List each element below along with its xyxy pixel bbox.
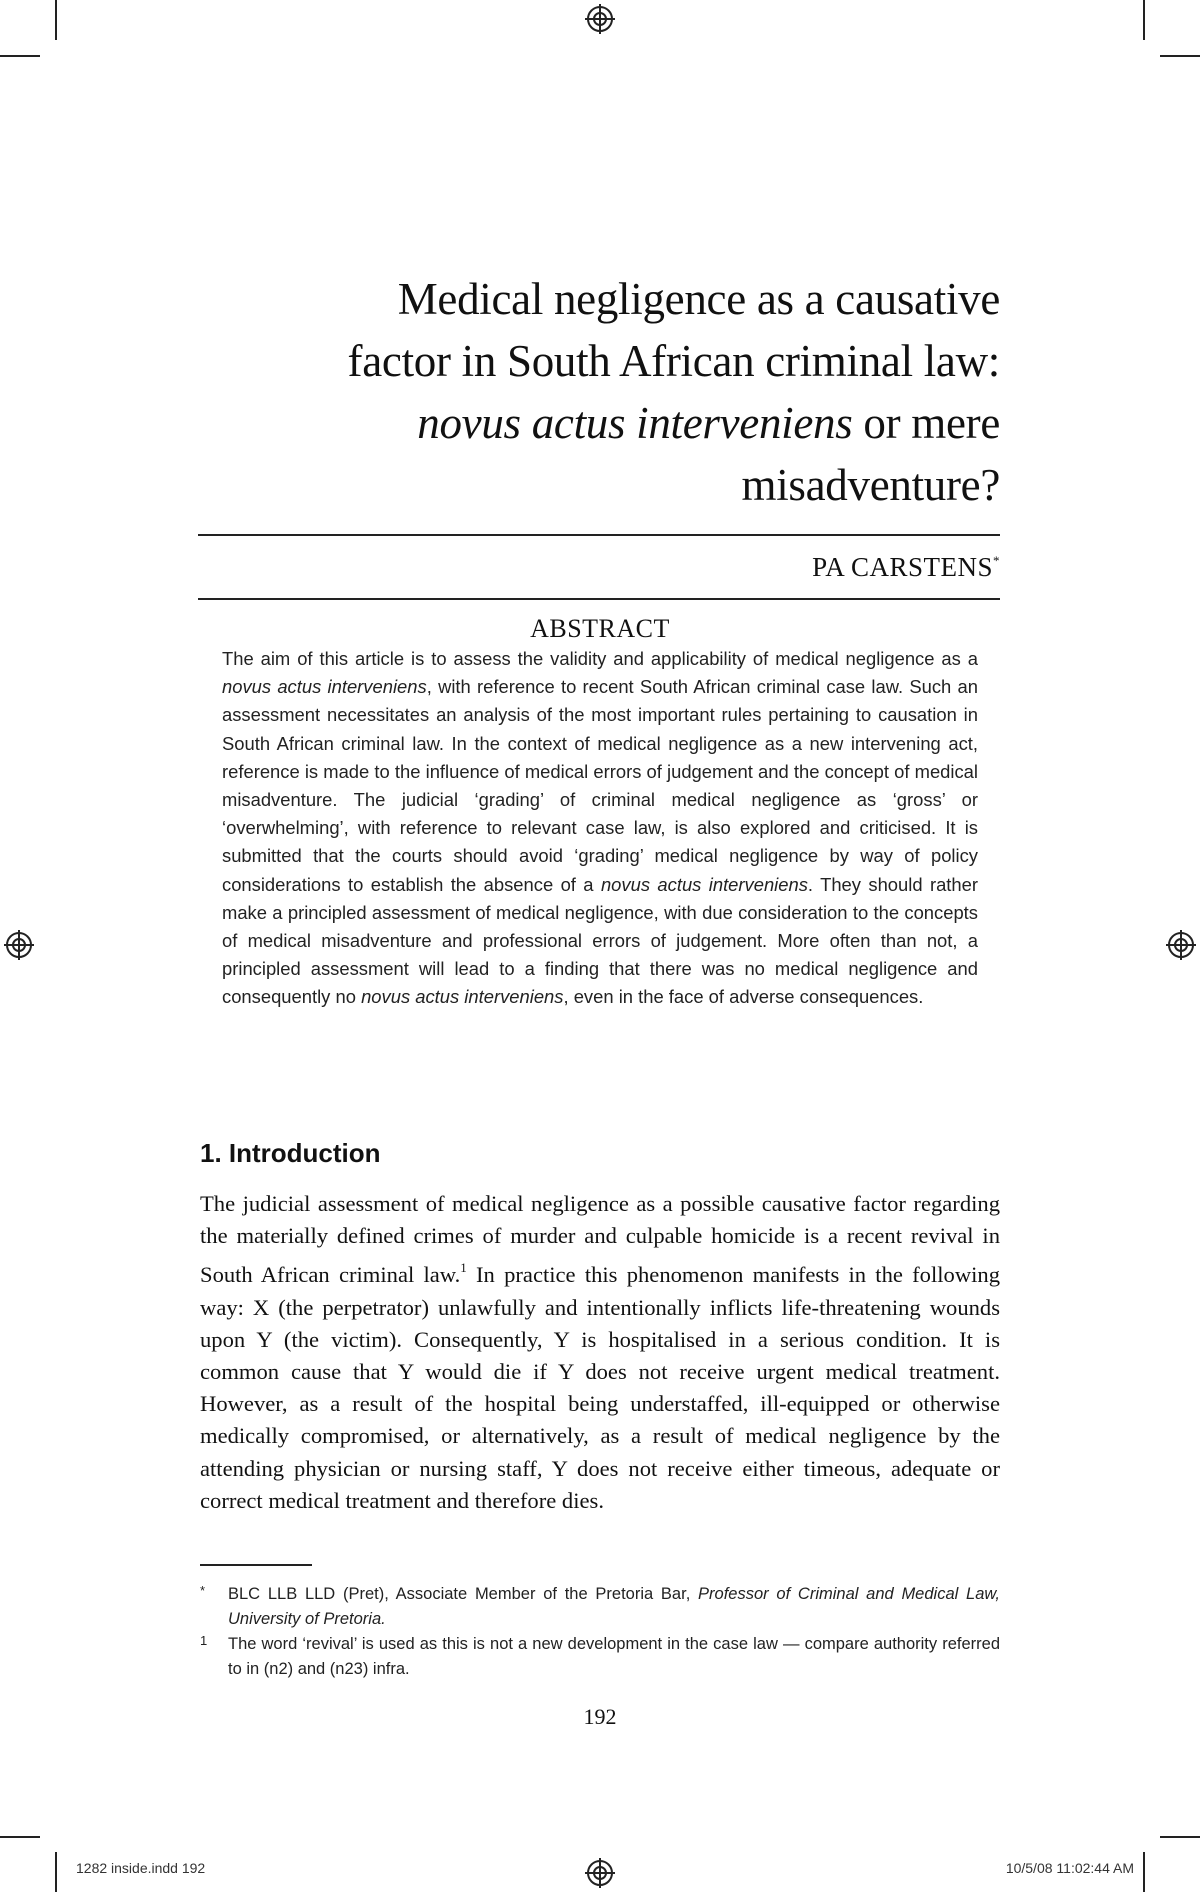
registration-mark-icon [4,930,34,960]
crop-mark [1143,1852,1145,1892]
body-text: In practice this phenomenon manifests in the following way: X (the perpetrator) unlawfully and intentionally inflicts life-threatening wounds upon Y (the victim). Consequently, Y is hospitalised in a serious condition. It is common cause that Y would die if Y does not receive urgent medical treatment. However, as a result of the hospital being understaffed, ill-equipped or otherwise medically compromised, or alternatively, as a result of medical negligence by the attending physician or nursing staff, Y does not receive either timeous, adequate or correct medical treatment and therefore dies. [200,1262,1001,1513]
title-rule [198,534,1000,536]
footnote-plain: BLC LLB LLD (Pret), Associate Member of the Pretoria Bar, [228,1585,699,1603]
section-heading: 1. Introduction [200,1138,381,1168]
title-rest: or mere [852,398,1000,448]
abstract-italic: novus actus interveniens [361,986,564,1008]
footnote-italic: Professor of Criminal and Medical Law, University of Pretoria. [228,1585,1000,1628]
abstract-italic: novus actus interveniens [222,676,427,698]
author-footnote-mark: * [993,553,1000,568]
footnote [200,1632,1000,1682]
slug-left: 1282 inside.indd 192 [76,1860,206,1876]
slug-right: 10/5/08 11:02:44 AM [1005,1860,1134,1876]
title-line [200,392,1000,454]
author-name [200,552,1000,583]
registration-mark-icon [1166,930,1196,960]
registration-mark-icon [585,4,615,34]
footnote [200,1582,1000,1632]
abstract-text: The aim of this article is to assess the validity and applicability of medical negligence as a [222,648,978,669]
abstract-text: , even in the face of adverse consequences. [563,986,924,1008]
body-paragraph [200,1188,1000,1517]
crop-mark [55,1852,57,1892]
abstract-italic: novus actus interveniens [600,873,808,895]
abstract-body [222,645,978,1012]
author-rule [198,598,1000,600]
title-italic: novus actus interveniens [417,398,853,448]
article-title [200,268,1000,516]
footnote-reference: 1 [460,1260,467,1276]
title-line: factor in South African criminal law: [347,336,1000,386]
abstract-text: , with reference to recent South African criminal case law. Such an assessment necessitates an analysis of the most important rules pertaining to causation in South African criminal law. In the context of medical negligence as a new intervening act, reference is made to the influence of medical errors of judgement and the concept of medical misadventure. The judicial ‘grading’ of criminal medical negligence as ‘gross’ or ‘overwhelming’, with reference to relevant case law, is also explored and criticised. It is submitted that the courts should avoid ‘grading’ medical negligence by way of policy considerations to establish the absence of a [222,676,978,895]
abstract-heading: ABSTRACT [530,614,670,643]
crop-mark [55,0,57,40]
footnote-text [228,1582,1000,1632]
abstract-text: . They should rather make a principled assessment of medical negligence, with due consideration to the concepts of medical misadventure and professional errors of judgement. More often than not, a principled assessment will lead to a finding that there was no medical negligence and consequently no [222,873,978,1008]
footnote-mark: * [200,1583,206,1598]
page-number: 192 [583,1704,617,1729]
registration-mark-icon [585,1858,615,1888]
title-line: misadventure? [741,460,1000,510]
crop-mark [1160,1836,1200,1838]
crop-mark [1160,55,1200,57]
crop-mark [0,1836,40,1838]
footnote-mark: 1 [200,1633,208,1648]
author-name-text: PA CARSTENS [812,552,993,582]
crop-mark [1143,0,1145,40]
footnote-text: The word ‘revival’ is used as this is not a new development in the case law — compare authority referred to in (n2) and (n23) infra. [228,1635,1000,1678]
body-text: The judicial assessment of medical negligence as a possible causative factor regarding the materially defined crimes of murder and culpable homicide is a recent revival in South African criminal law. [200,1191,1000,1288]
title-line: Medical negligence as a causative [397,274,1000,324]
footnote-rule [200,1564,312,1566]
crop-mark [0,55,40,57]
